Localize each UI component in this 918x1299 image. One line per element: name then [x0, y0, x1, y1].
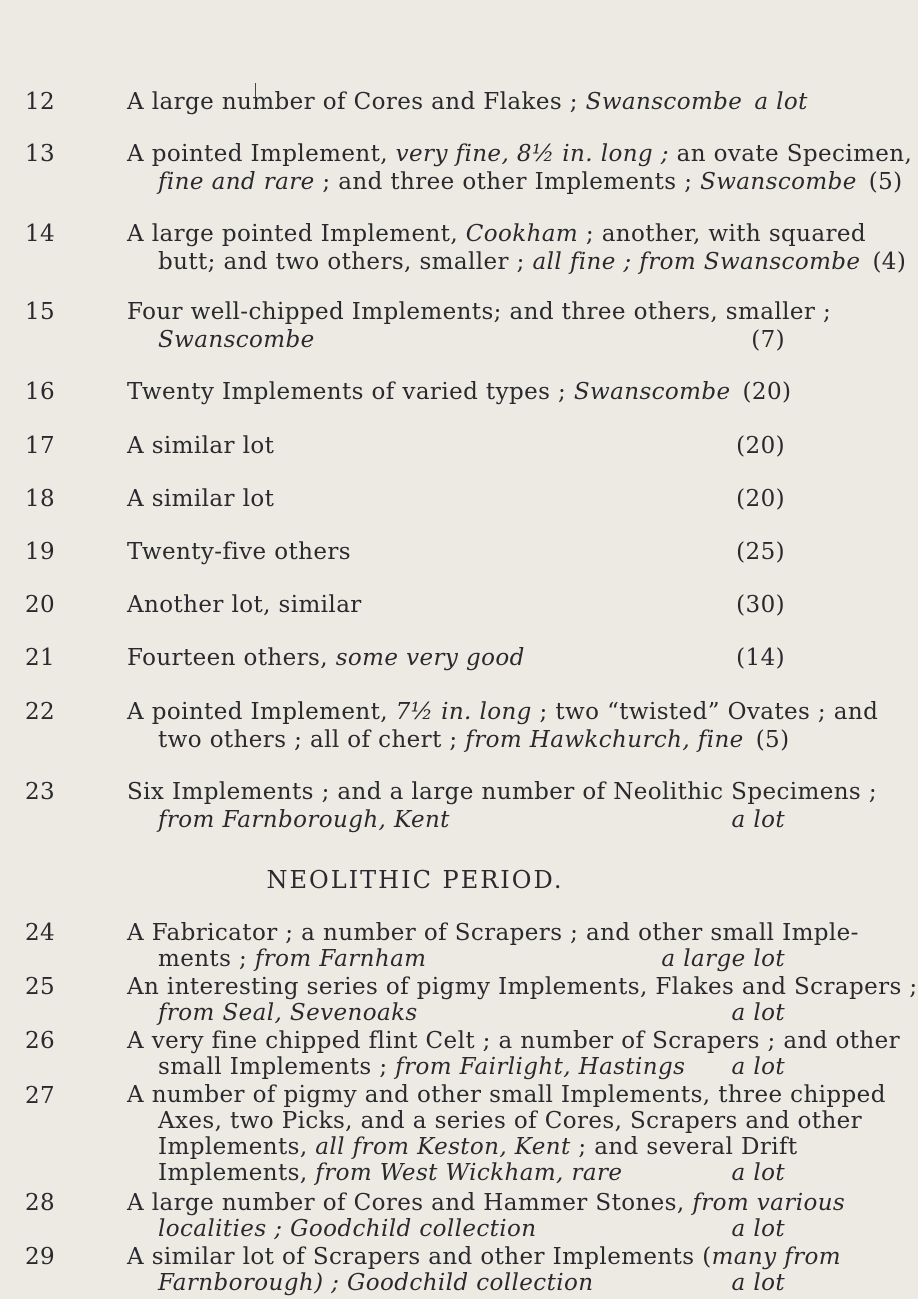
lot-text: butt; and two others, smaller ;: [158, 249, 533, 275]
lot-text: A large number of Cores and Flakes ;: [127, 89, 586, 115]
lot-text: A large number of Cores and Hammer Stones,: [127, 1190, 693, 1216]
lot-text-italic: Swanscombe: [573, 379, 731, 405]
lot-quantity: (30): [736, 592, 785, 618]
lot-text: A similar lot: [127, 433, 275, 459]
lot-number: 23: [25, 779, 56, 805]
lot-quantity: (5): [755, 727, 790, 753]
lot-text-italic: from Hawkchurch, fine: [465, 727, 744, 753]
lot-number: 20: [25, 592, 56, 618]
lot-text: small Implements ;: [158, 1054, 396, 1080]
lot-number: 27: [25, 1083, 56, 1109]
lot-text: two others ; all of chert ;: [158, 727, 466, 753]
lot-text-italic: from Farnham: [254, 946, 427, 972]
lot-text: A Fabricator ; a number of Scrapers ; and other small Imple-: [127, 920, 859, 946]
lot-quantity: (14): [736, 645, 785, 671]
lot-text: A pointed Implement,: [127, 699, 396, 725]
lot-text: Twenty Implements of varied types ;: [127, 379, 574, 405]
lot-text: ; another, with squared: [578, 221, 867, 247]
lot-text: A large pointed Implement,: [127, 221, 466, 247]
lot-text-italic: all fine ; from: [532, 249, 697, 275]
lot-number: 12: [25, 89, 56, 115]
lot-text-italic: from Farnborough, Kent: [158, 807, 450, 833]
lot-text: Implements,: [158, 1160, 316, 1186]
lot-quantity: (4): [872, 249, 907, 275]
lot-number: 18: [25, 486, 56, 512]
lot-quantity: a lot: [731, 1000, 785, 1026]
lot-text-italic: Swanscombe: [703, 249, 861, 275]
lot-quantity: (20): [736, 433, 785, 459]
lot-quantity: a lot: [731, 1270, 785, 1296]
lot-text-italic: Farnborough) ; Goodchild collection: [158, 1270, 594, 1296]
lot-quantity: a lot: [754, 89, 808, 115]
lot-quantity: (25): [736, 539, 785, 565]
lot-text: Implements,: [158, 1134, 316, 1160]
lot-text-italic: 7½ in. long: [395, 699, 532, 725]
lot-number: 22: [25, 699, 56, 725]
lot-text: ; two “twisted” Ovates ; and: [531, 699, 879, 725]
lot-number: 19: [25, 539, 56, 565]
lot-quantity: a lot: [731, 807, 785, 833]
lot-text: Four well-chipped Implements; and three others, smaller ;: [127, 299, 832, 325]
lot-number: 17: [25, 433, 56, 459]
lot-number: 28: [25, 1190, 56, 1216]
lot-number: 26: [25, 1028, 56, 1054]
lot-quantity: (5): [868, 169, 903, 195]
lot-text: Fourteen others,: [127, 645, 336, 671]
lot-text: A pointed Implement,: [127, 141, 396, 167]
lot-text: An interesting series of pigmy Implements, Flakes and Scrapers ;: [127, 974, 918, 1000]
lot-quantity: a lot: [731, 1160, 785, 1186]
lot-quantity: (20): [742, 379, 792, 405]
lot-number: 15: [25, 299, 56, 325]
lot-quantity: a lot: [731, 1216, 785, 1242]
section-heading: NEOLITHIC PERIOD.: [266, 866, 564, 894]
lot-number: 14: [25, 221, 56, 247]
lot-text: Another lot, similar: [127, 592, 362, 618]
lot-text: ; and several Drift: [570, 1134, 798, 1160]
lot-text-italic: from various: [692, 1190, 846, 1216]
lot-text-italic: very fine, 8½ in. long ;: [395, 141, 669, 167]
lot-text-italic: some very good: [335, 645, 525, 671]
lot-text-italic: Swanscombe: [158, 327, 315, 353]
lot-text-italic: fine and rare: [158, 169, 315, 195]
lot-quantity: (20): [736, 486, 785, 512]
lot-number: 29: [25, 1244, 56, 1270]
lot-text-italic: from Seal, Sevenoaks: [158, 1000, 418, 1026]
lot-text: A similar lot of Scrapers and other Implements (: [127, 1244, 712, 1270]
lot-text-italic: localities ; Goodchild collection: [158, 1216, 537, 1242]
lot-number: 16: [25, 379, 56, 405]
lot-text: A number of pigmy and other small Implements, three chipped: [127, 1082, 886, 1108]
lot-text: ments ;: [158, 946, 255, 972]
lot-number: 25: [25, 974, 56, 1000]
lot-number: 21: [25, 645, 56, 671]
lot-text-italic: Cookham: [465, 221, 579, 247]
lot-text: an ovate Specimen,: [668, 141, 913, 167]
lot-number: 13: [25, 141, 56, 167]
lot-text-italic: from Fairlight, Hastings: [395, 1054, 686, 1080]
lot-text-italic: all from Keston, Kent: [315, 1134, 571, 1160]
lot-quantity: (7): [751, 327, 785, 353]
lot-text: A similar lot: [127, 486, 275, 512]
lot-text: Twenty-five others: [127, 539, 351, 565]
lot-text: A very fine chipped flint Celt ; a number of Scrapers ; and other: [127, 1028, 901, 1054]
lot-text-italic: Swanscombe: [585, 89, 743, 115]
lot-quantity: a large lot: [661, 946, 785, 972]
lot-number: 24: [25, 920, 56, 946]
lot-text-italic: many from: [711, 1244, 841, 1270]
lot-text-italic: Swanscombe: [700, 169, 857, 195]
lot-quantity: a lot: [731, 1054, 785, 1080]
lot-text: Six Implements ; and a large number of Neolithic Specimens ;: [127, 779, 877, 805]
lot-text: Axes, two Picks, and a series of Cores, Scrapers and other: [158, 1108, 863, 1134]
lot-text-italic: from West Wickham, rare: [315, 1160, 623, 1186]
lot-text: ; and three other Implements ;: [314, 169, 701, 195]
lot-text: [696, 249, 704, 275]
